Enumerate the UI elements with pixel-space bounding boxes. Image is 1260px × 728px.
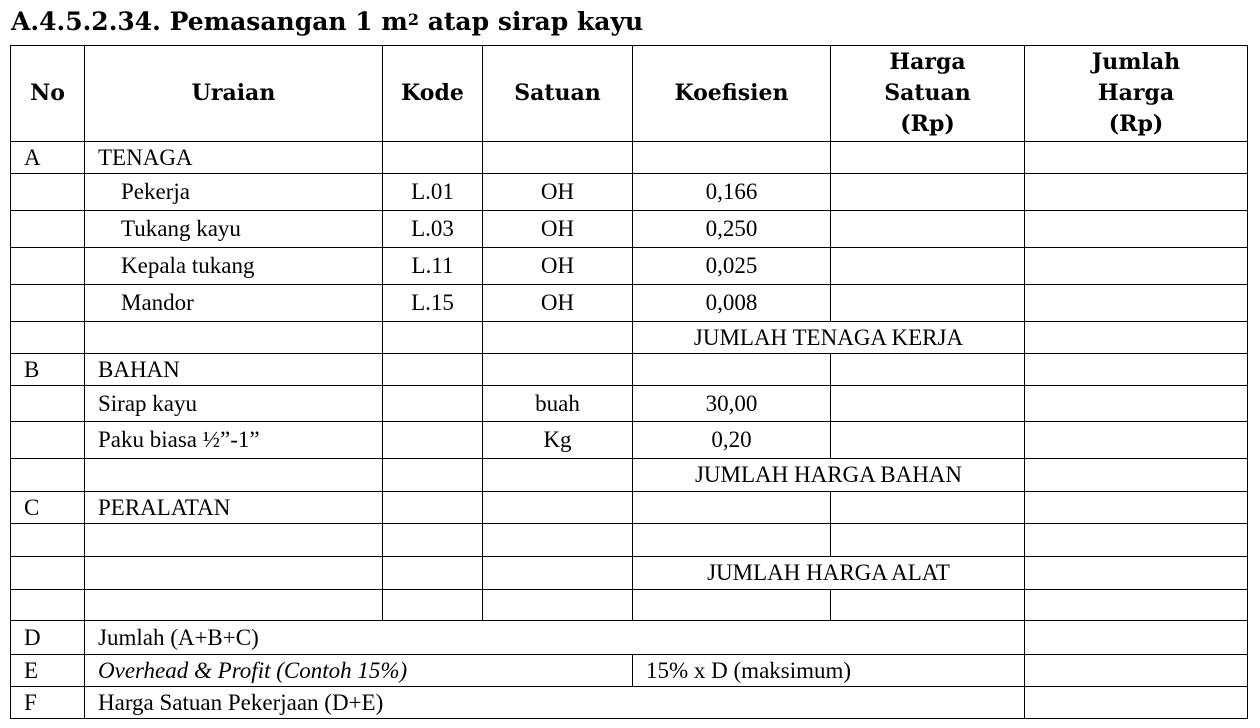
header-jumlah-line2: Harga <box>1097 80 1175 106</box>
header-jumlah-harga <box>1025 46 1248 142</box>
summary-row-f <box>11 687 1248 719</box>
section-label: BAHAN <box>85 354 383 386</box>
table-row <box>11 524 1248 557</box>
item-uraian: Tukang kayu <box>85 211 383 248</box>
item-kode: L.15 <box>383 285 483 322</box>
header-jumlah-line1: Jumlah <box>1091 49 1181 75</box>
price-analysis-table <box>10 45 1248 719</box>
item-koefisien: 0,008 <box>633 285 831 322</box>
summary-label: Overhead & Profit (Contoh 15%) <box>85 655 633 687</box>
section-row-b <box>11 354 1248 386</box>
subtotal-label: JUMLAH HARGA BAHAN <box>633 459 1025 492</box>
item-uraian: Pekerja <box>85 174 383 211</box>
subtotal-row-b <box>11 459 1248 492</box>
item-koefisien: 0,166 <box>633 174 831 211</box>
item-uraian: Kepala tukang <box>85 248 383 285</box>
table-row <box>11 422 1248 459</box>
subtotal-label: JUMLAH HARGA ALAT <box>633 557 1025 590</box>
title-rest: atap sirap kayu <box>418 7 644 36</box>
item-satuan: OH <box>483 248 633 285</box>
summary-row-d <box>11 621 1248 655</box>
item-satuan: OH <box>483 285 633 322</box>
header-kode: Kode <box>383 46 483 142</box>
section-no: C <box>11 492 85 524</box>
section-no: B <box>11 354 85 386</box>
item-uraian: Paku biasa ½”-1” <box>85 422 383 459</box>
header-harga-line2: Satuan <box>884 80 971 106</box>
section-no: A <box>11 142 85 174</box>
summary-label: Jumlah (A+B+C) <box>85 621 1025 655</box>
item-uraian: Mandor <box>85 285 383 322</box>
item-koefisien: 30,00 <box>633 386 831 422</box>
page-title <box>11 4 643 40</box>
section-row-a <box>11 142 1248 174</box>
item-koefisien: 0,20 <box>633 422 831 459</box>
subtotal-label: JUMLAH TENAGA KERJA <box>633 322 1025 354</box>
subtotal-row-c <box>11 557 1248 590</box>
header-no: No <box>11 46 85 142</box>
section-label: PERALATAN <box>85 492 383 524</box>
header-harga-line1: Harga <box>889 49 966 75</box>
title-main: A.4.5.2.34. Pemasangan 1 m <box>11 7 408 36</box>
table-row <box>11 174 1248 211</box>
table-row <box>11 590 1248 621</box>
item-uraian: Sirap kayu <box>85 386 383 422</box>
table-row <box>11 211 1248 248</box>
item-kode <box>383 386 483 422</box>
table-row <box>11 285 1248 322</box>
item-koefisien: 0,250 <box>633 211 831 248</box>
item-satuan: OH <box>483 211 633 248</box>
summary-no: D <box>11 621 85 655</box>
summary-no: E <box>11 655 85 687</box>
title-superscript: 2 <box>407 10 419 29</box>
item-kode <box>383 422 483 459</box>
table-row <box>11 248 1248 285</box>
item-kode: L.03 <box>383 211 483 248</box>
header-harga-satuan <box>831 46 1025 142</box>
section-row-c <box>11 492 1248 524</box>
table-row <box>11 386 1248 422</box>
header-satuan: Satuan <box>483 46 633 142</box>
item-kode: L.11 <box>383 248 483 285</box>
item-satuan: buah <box>483 386 633 422</box>
summary-row-e <box>11 655 1248 687</box>
summary-formula: 15% x D (maksimum) <box>633 655 1025 687</box>
header-koefisien: Koefisien <box>633 46 831 142</box>
header-row <box>11 46 1248 142</box>
item-satuan: Kg <box>483 422 633 459</box>
item-satuan: OH <box>483 174 633 211</box>
item-koefisien: 0,025 <box>633 248 831 285</box>
header-harga-line3: (Rp) <box>900 111 955 137</box>
summary-label: Harga Satuan Pekerjaan (D+E) <box>85 687 1025 719</box>
header-jumlah-line3: (Rp) <box>1108 111 1164 137</box>
summary-no: F <box>11 687 85 719</box>
item-kode: L.01 <box>383 174 483 211</box>
section-label: TENAGA <box>85 142 383 174</box>
header-uraian: Uraian <box>85 46 383 142</box>
subtotal-row-a <box>11 322 1248 354</box>
